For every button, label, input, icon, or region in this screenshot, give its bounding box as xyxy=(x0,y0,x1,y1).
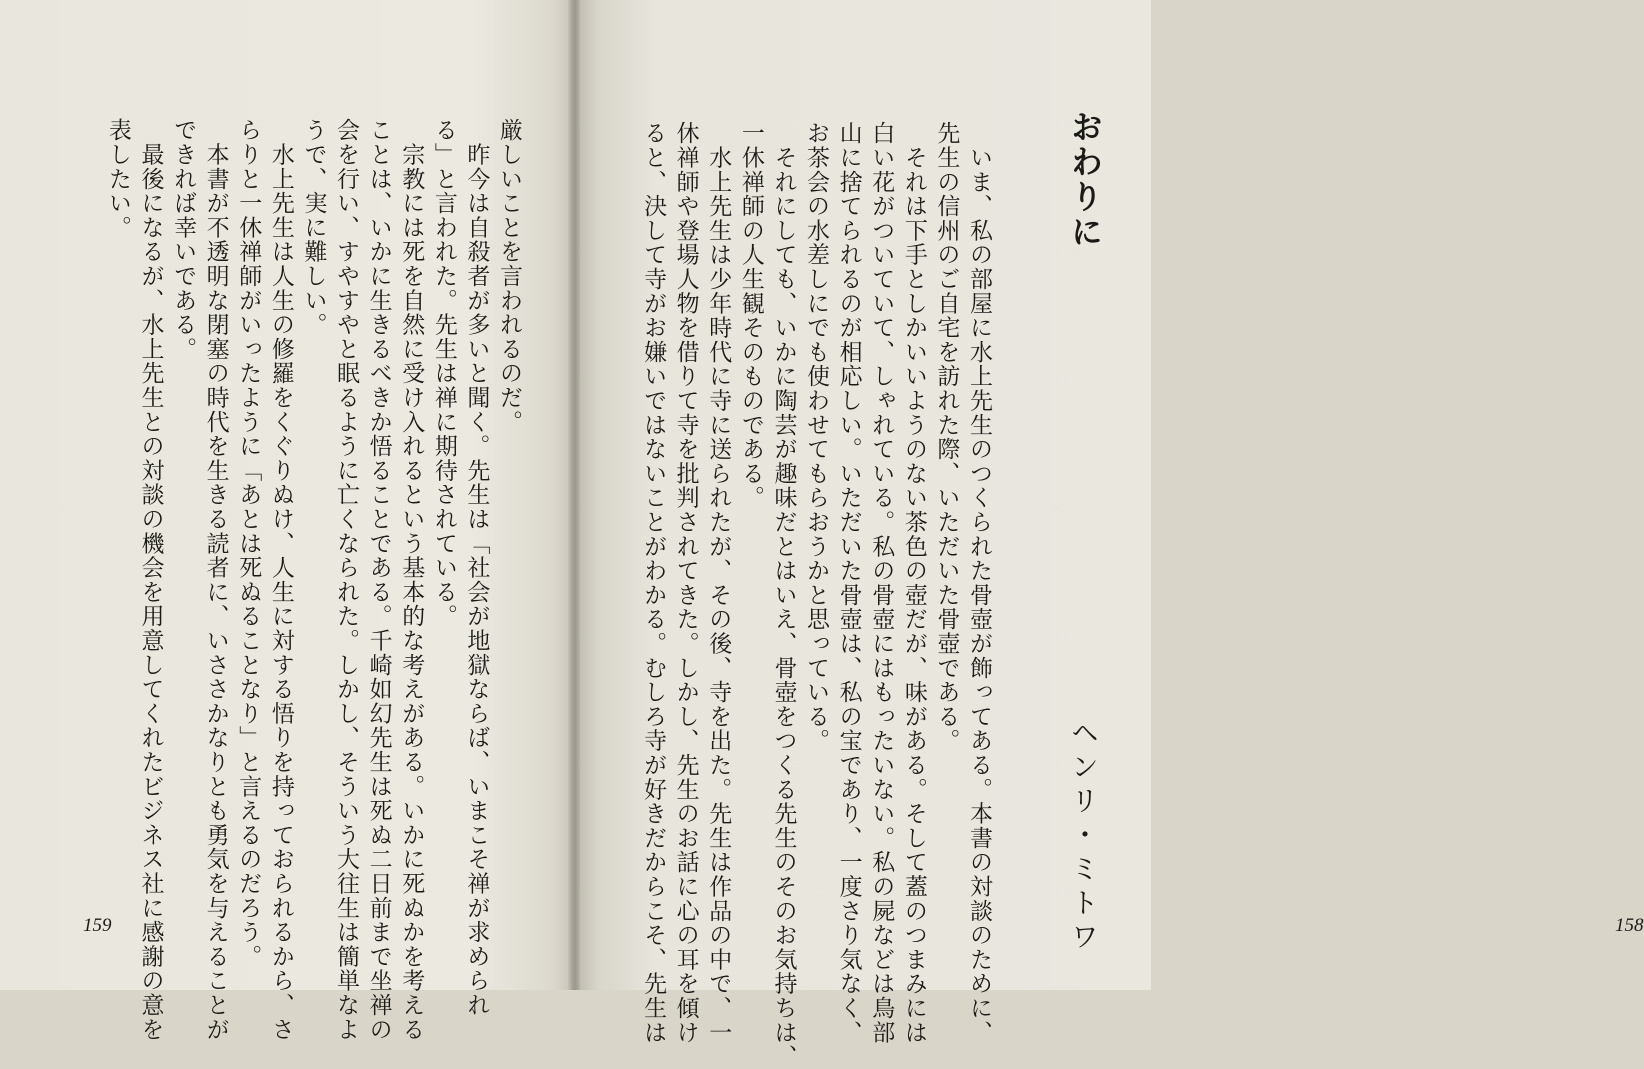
left-page-line: 宗教には死を自然に受け入れるという基本的な考えがある。いかに死ぬかを考える xyxy=(398,118,425,1042)
right-page-line: ると、決して寺がお嫌いではないことがわかる。むしろ寺が好きだからこそ、先生は xyxy=(640,121,667,1045)
right-page-line: いま、私の部屋に水上先生のつくられた骨壺が飾ってある。本書の対談のために、 xyxy=(966,121,992,1045)
left-page-line: うで、実に難しい。 xyxy=(300,118,327,337)
left-page-line: 厳しいことを言われるのだ。 xyxy=(496,118,522,434)
left-page-line: 本書が不透明な閉塞の時代を生きる読者に、いささかなりとも勇気を与えることが xyxy=(202,118,229,1042)
right-page-line: それは下手としかいいようのない茶色の壺だが、味がある。そして蓋のつまみには xyxy=(900,121,927,1045)
right-page-line: 一休禅師の人生観そのものである。 xyxy=(737,121,764,510)
right-page-line: 山に捨てられるのが相応しい。いただいた骨壺は、私の宝であり、一度さり気なく、 xyxy=(835,121,862,1045)
left-page-line: 最後になるが、水上先生との対談の機会を用意してくれたビジネス社に感謝の意を xyxy=(137,118,164,1042)
right-page-line: 休禅師や登場人物を借りて寺を批判されてきた。しかし、先生のお話に心の耳を傾け xyxy=(672,121,699,1045)
chapter-title: おわりに xyxy=(1066,110,1104,250)
book-gutter xyxy=(568,0,580,990)
left-page-line: できれば幸いである。 xyxy=(170,118,197,361)
left-page-line: 表したい。 xyxy=(104,118,131,240)
author-name: ヘンリ・ミトワ xyxy=(1067,718,1100,956)
left-page-body xyxy=(101,118,525,1042)
left-page-line: 水上先生は人生の修羅をくぐりぬけ、人生に対する悟りを持っておられるから、さ xyxy=(267,118,294,1042)
left-page-line: 会を行い、すやすやと眠るように亡くなられた。しかし、そういう大往生は簡単なよ xyxy=(333,118,360,1042)
right-page-body xyxy=(636,121,995,1069)
left-page-line: る」と言われた。先生は禅に期待されている。 xyxy=(430,118,457,629)
right-page-line: それにしても、いかに陶芸が趣味だとはいえ、骨壺をつくる先生のそのお気持ちは、 xyxy=(770,121,797,1069)
right-page xyxy=(575,0,1644,1069)
left-page-line: 昨今は自殺者が多いと聞く。先生は「社会が地獄ならば、いまこそ禅が求められ xyxy=(463,118,490,1018)
page-number-left: 159 xyxy=(83,915,112,936)
right-page-line: 先生の信州のご自宅を訪れた際、いただいた骨壺である。 xyxy=(933,121,960,753)
right-page-line: 白い花がついていて、しゃれている。私の骨壺にはもったいない。私の屍などは鳥部 xyxy=(868,121,895,1045)
left-page xyxy=(0,0,575,1042)
left-page-line: らりと一休禅師がいったように「あとは死ぬることなり」と言えるのだろう。 xyxy=(235,118,262,969)
right-page-line: お茶会の水差しにでも使わせてもらおうかと思っている。 xyxy=(803,121,830,753)
right-page-line: 水上先生は少年時代に寺に送られたが、その後、寺を出た。先生は作品の中で、一 xyxy=(705,121,732,1045)
left-page-line: ことは、いかに生きるべきか悟ることである。千崎如幻先生は死ぬ二日前まで坐禅の xyxy=(365,118,392,1042)
page-number-right: 158 xyxy=(1615,915,1644,936)
